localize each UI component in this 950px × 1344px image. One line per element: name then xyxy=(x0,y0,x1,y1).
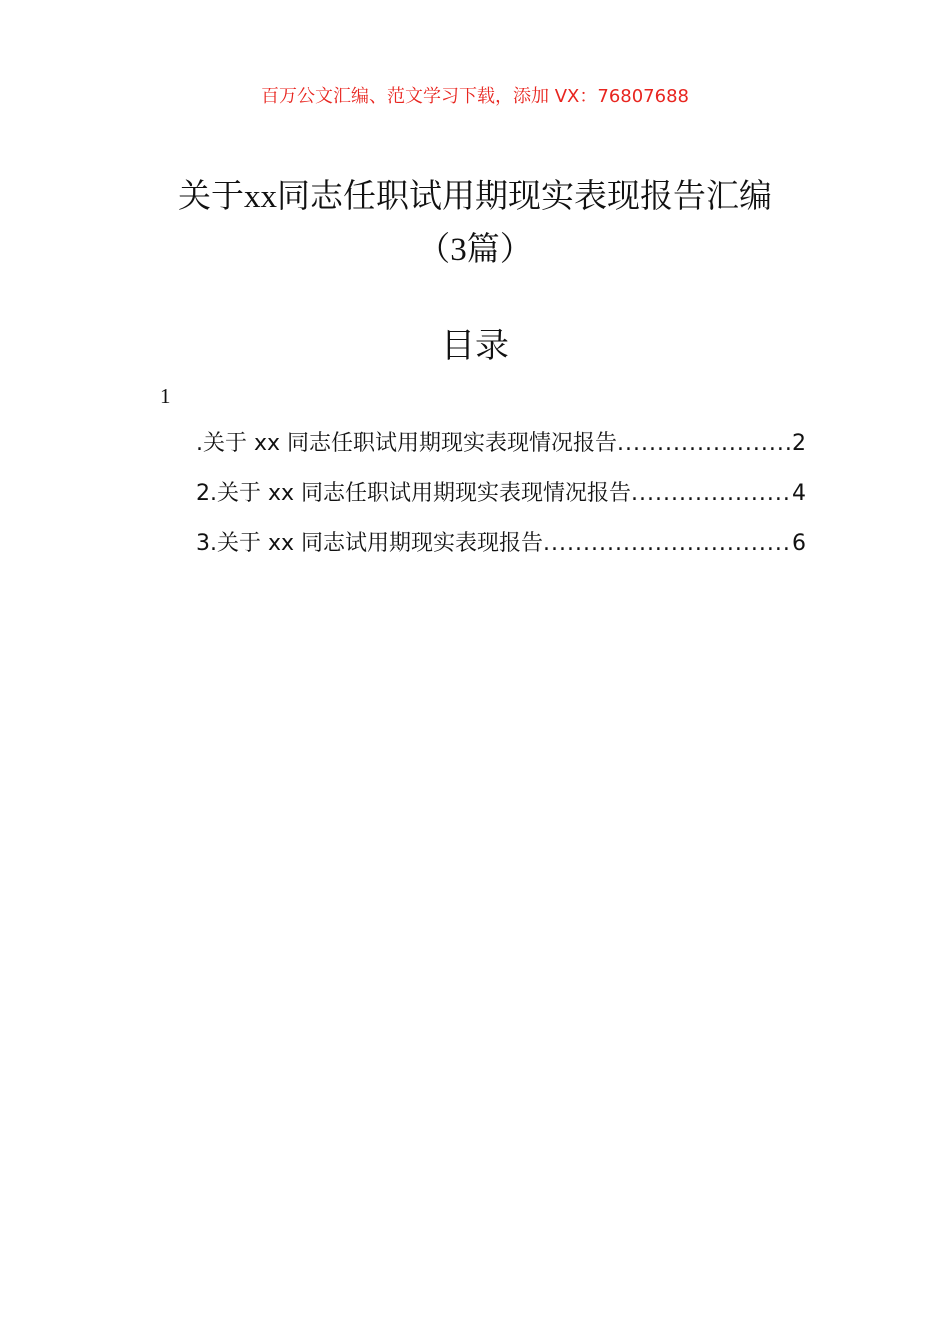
toc-item-page: 6 xyxy=(792,531,806,556)
toc-item-label: .关于 xx 同志任职试用期现实表现情况报告 xyxy=(196,431,618,456)
toc-item-page: 4 xyxy=(792,481,806,506)
title-latin: xx xyxy=(244,179,277,215)
toc-heading: 目录 xyxy=(441,326,509,366)
title-line-2 xyxy=(100,223,850,276)
toc-item-1[interactable] xyxy=(196,424,806,474)
title-count: 3 xyxy=(450,232,467,268)
title-line-1 xyxy=(100,170,850,223)
toc-dot-leader xyxy=(631,474,790,514)
toc-item-label: 2.关于 xx 同志任职试用期现实表现情况报告 xyxy=(196,481,632,506)
toc-list xyxy=(196,424,806,574)
title-suffix: 同志任职试用期现实表现报告汇编 xyxy=(277,176,772,215)
document-title xyxy=(100,170,850,276)
toc-stray-number: 1 xyxy=(160,384,171,408)
toc-dot-leader xyxy=(617,424,790,464)
toc-item-2[interactable] xyxy=(196,474,806,524)
header-note: 百万公文汇编、范文学习下载，添加 VX：76807688 xyxy=(261,86,689,107)
title-close: 篇） xyxy=(466,229,533,268)
toc-item-page: 2 xyxy=(792,431,806,456)
toc-dot-leader xyxy=(543,524,790,564)
toc-item-3[interactable] xyxy=(196,524,806,574)
title-prefix: 关于 xyxy=(178,176,244,215)
title-open: （ xyxy=(417,229,451,268)
toc-item-label: 3.关于 xx 同志试用期现实表现报告 xyxy=(196,531,544,556)
